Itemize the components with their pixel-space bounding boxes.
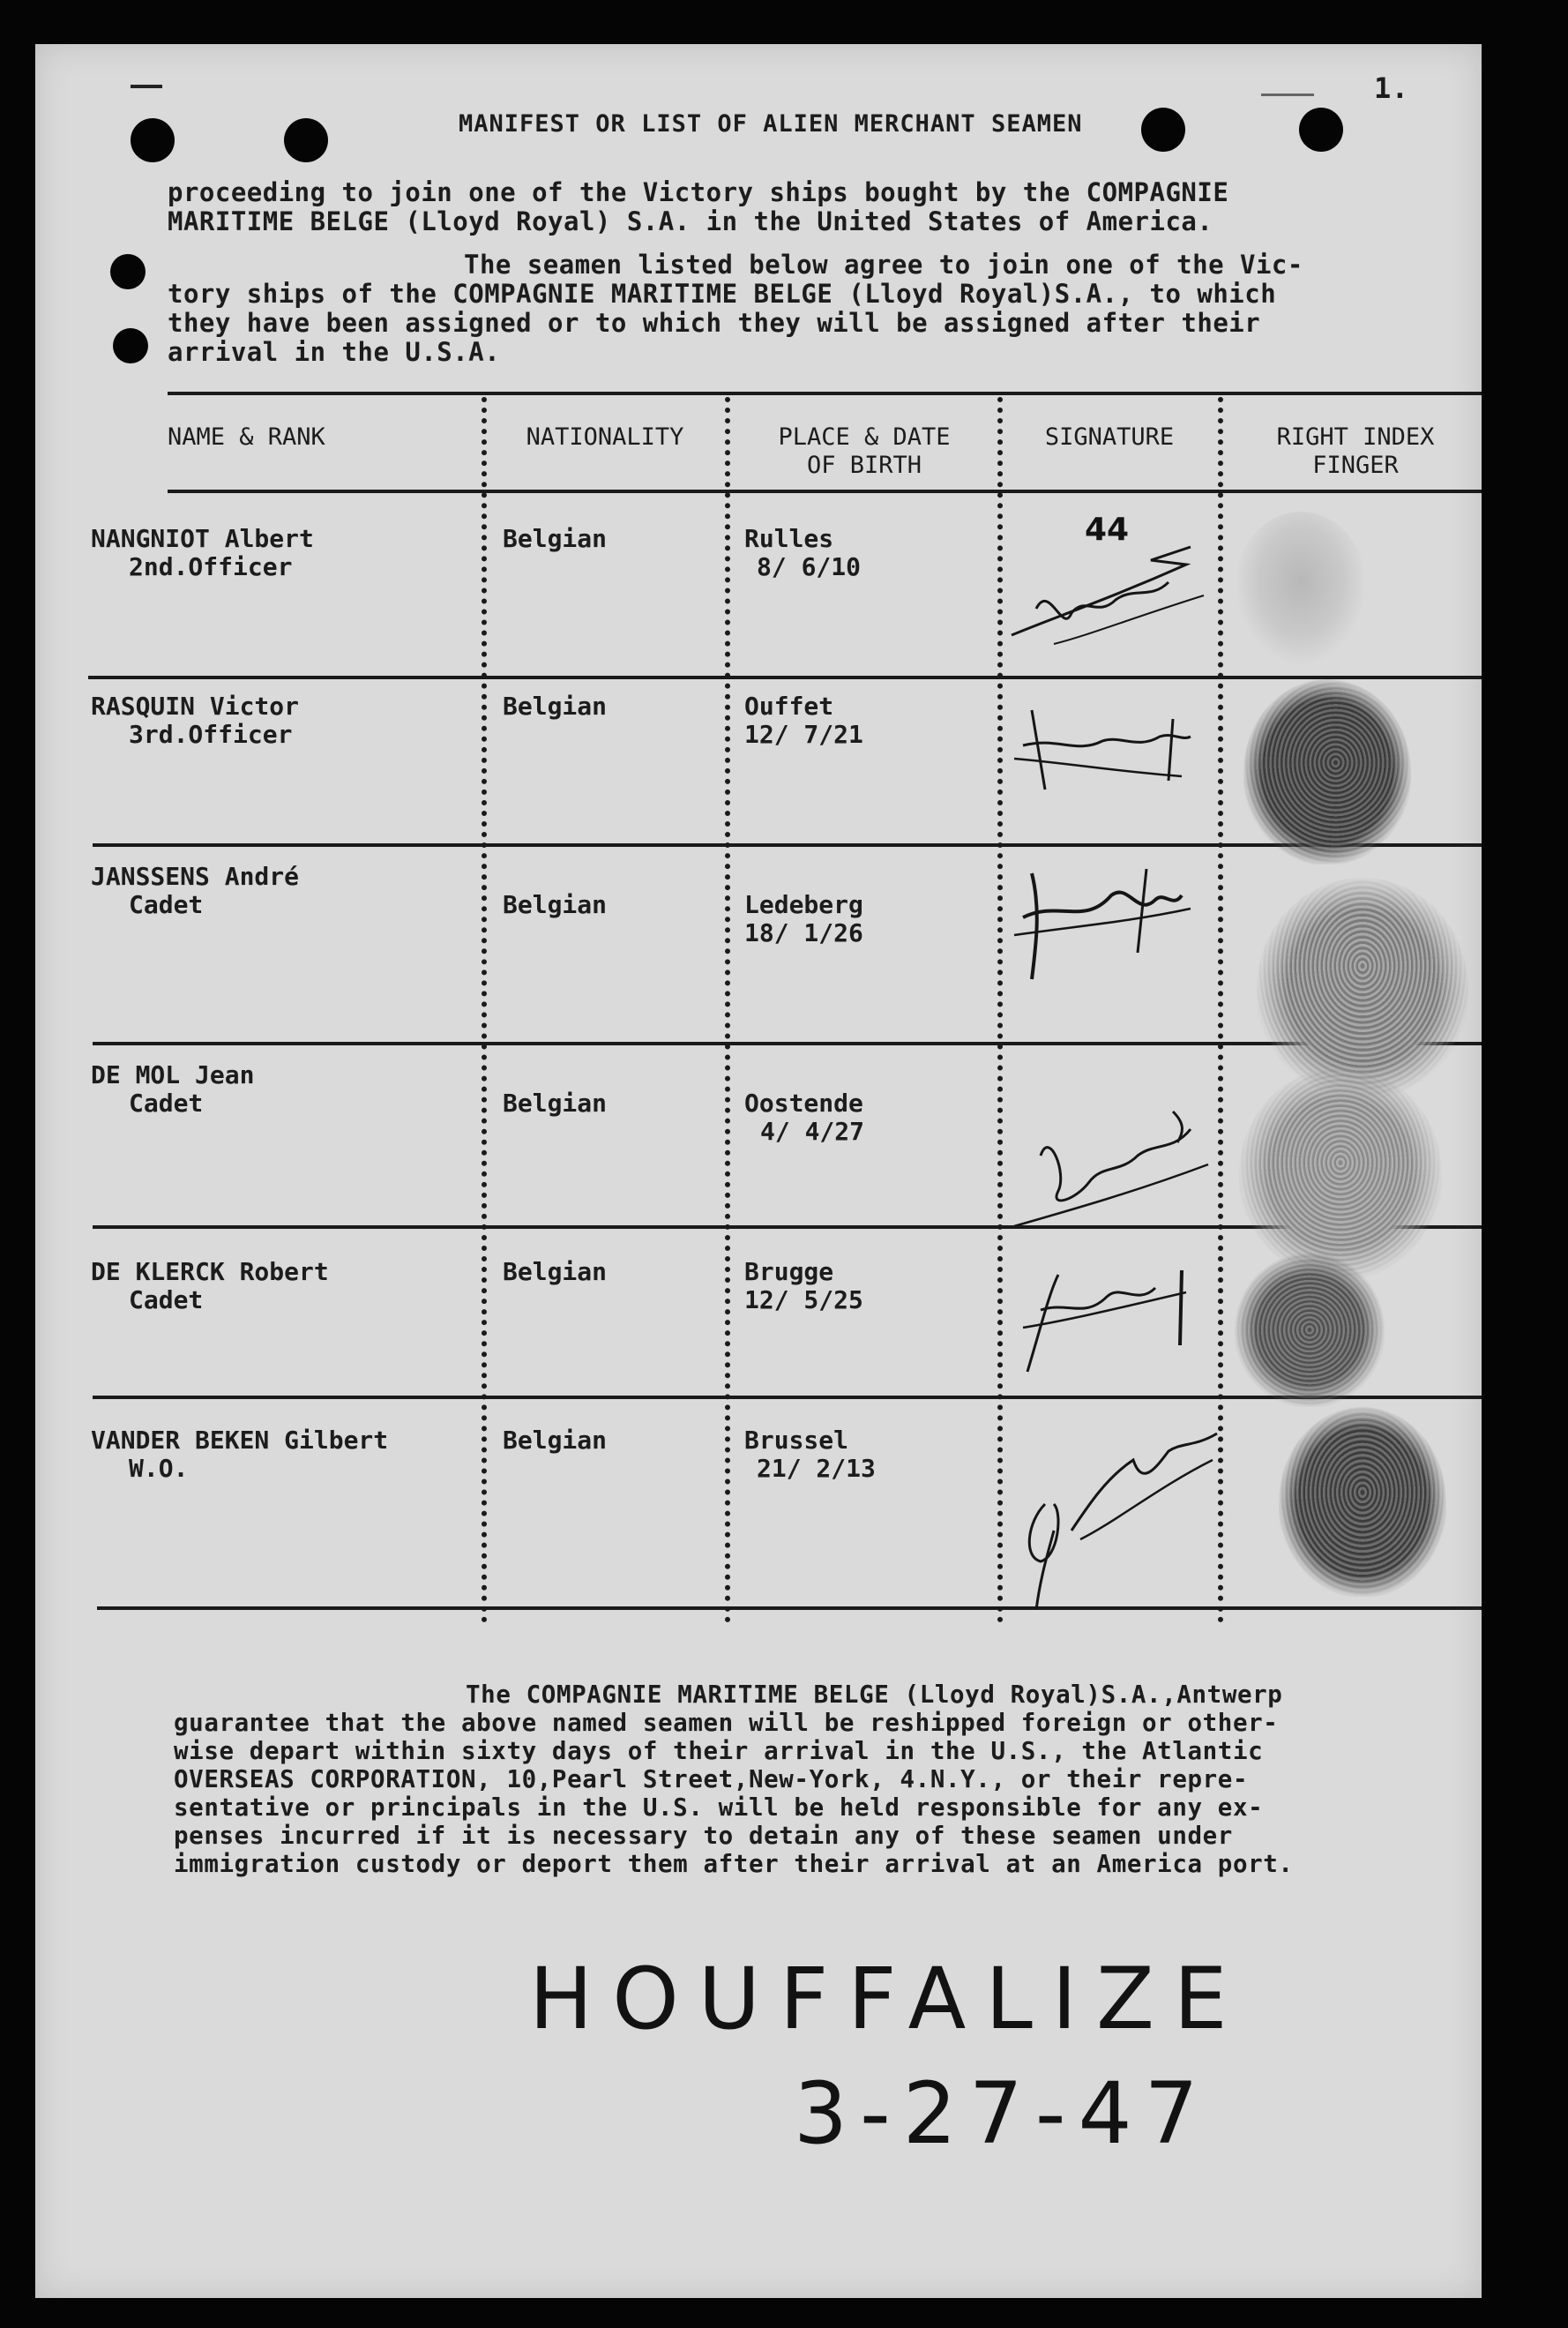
seaman-rank: 2nd.Officer: [129, 552, 293, 581]
nationality: Belgian: [503, 890, 608, 919]
header-finger: FINGER: [1312, 452, 1399, 479]
header-place-date: PLACE & DATE: [778, 423, 951, 451]
punch-hole: [284, 118, 328, 162]
signature-scribble: [1001, 512, 1213, 670]
intro-line: proceeding to join one of the Victory ships bought by the COMPAGNIE: [168, 177, 1229, 207]
birth-date: 4/ 4/27: [760, 1117, 865, 1146]
signature-scribble: [1001, 1407, 1230, 1610]
guarantee-line: sentative or principals in the U.S. will be held responsible for any ex-: [174, 1793, 1264, 1822]
seaman-rank: Cadet: [129, 1089, 204, 1118]
header-signature: SIGNATURE: [1044, 423, 1175, 451]
seaman-name: RASQUIN Victor: [91, 692, 300, 721]
corner-mark: [1261, 94, 1314, 96]
birth-date: 21/ 2/13: [757, 1454, 876, 1483]
fingerprint: [1235, 512, 1367, 666]
corner-mark: [131, 85, 162, 88]
birth-place: Brugge: [744, 1257, 834, 1286]
manifest-sheet: [35, 44, 1482, 2298]
page-number: 1.: [1374, 71, 1409, 105]
fingerprint: [1279, 1407, 1446, 1597]
seaman-name: DE KLERCK Robert: [91, 1257, 329, 1286]
punch-hole: [113, 328, 148, 363]
seaman-name: DE MOL Jean: [91, 1060, 255, 1089]
agreement-line: they have been assigned or to which they will be assigned after their: [168, 308, 1261, 338]
birth-place: Rulles: [744, 524, 834, 553]
row-divider: [97, 1606, 1482, 1610]
guarantee-line: OVERSEAS CORPORATION, 10,Pearl Street,New-York, 4.N.Y., or their repre-: [174, 1765, 1249, 1793]
agreement-line: arrival in the U.S.A.: [168, 337, 501, 367]
fingerprint: [1243, 679, 1411, 865]
seaman-rank: Cadet: [129, 1285, 204, 1314]
agreement-line: tory ships of the COMPAGNIE MARITIME BELGE (Lloyd Royal)S.A., to which: [168, 279, 1277, 309]
seaman-rank: W.O.: [129, 1454, 189, 1483]
handwritten-mark: 44: [1085, 512, 1130, 548]
signature-scribble: [1005, 856, 1199, 988]
agreement-line: The seamen listed below agree to join one of the Vic-: [464, 250, 1303, 280]
seaman-name: NANGNIOT Albert: [91, 524, 314, 553]
guarantee-line: guarantee that the above named seamen will be reshipped foreign or other-: [174, 1709, 1279, 1737]
handwritten-date: 3-27-47: [794, 2064, 1211, 2163]
birth-place: Ouffet: [744, 692, 834, 721]
punch-hole: [1141, 108, 1185, 152]
intro-line: MARITIME BELGE (Lloyd Royal) S.A. in the United States of America.: [168, 206, 1213, 236]
fingerprint: [1257, 878, 1468, 1098]
punch-hole: [1299, 108, 1343, 152]
signature-scribble: [1005, 692, 1199, 807]
fingerprint: [1239, 1067, 1442, 1279]
guarantee-line: wise depart within sixty days of their arrival in the U.S., the Atlantic: [174, 1737, 1264, 1765]
table-rule: [168, 490, 1482, 493]
column-separator: [725, 397, 730, 1623]
nationality: Belgian: [503, 1089, 608, 1118]
guarantee-line: immigration custody or deport them after their arrival at an America port.: [174, 1850, 1294, 1878]
column-separator: [482, 397, 487, 1623]
seaman-name: JANSSENS André: [91, 862, 300, 891]
guarantee-line: The COMPAGNIE MARITIME BELGE (Lloyd Royal)S.A.,Antwerp: [466, 1681, 1283, 1709]
seaman-rank: 3rd.Officer: [129, 720, 293, 749]
row-divider: [88, 676, 1482, 679]
table-rule: [168, 392, 1482, 395]
nationality: Belgian: [503, 1257, 608, 1286]
nationality: Belgian: [503, 524, 608, 553]
header-place-date: OF BIRTH: [806, 452, 922, 479]
document-title: MANIFEST OR LIST OF ALIEN MERCHANT SEAMEN: [459, 110, 1083, 138]
birth-place: Brussel: [744, 1426, 849, 1455]
nationality: Belgian: [503, 1426, 608, 1455]
birth-date: 18/ 1/26: [744, 918, 863, 947]
handwritten-ship-name: HOUFFALIZE: [529, 1950, 1247, 2048]
header-nationality: NATIONALITY: [526, 423, 684, 451]
seaman-name: VANDER BEKEN Gilbert: [91, 1426, 389, 1455]
birth-date: 12/ 5/25: [744, 1285, 863, 1314]
fingerprint: [1235, 1253, 1385, 1407]
header-finger: RIGHT INDEX: [1276, 423, 1435, 451]
seaman-rank: Cadet: [129, 890, 204, 919]
signature-scribble: [1005, 1059, 1217, 1226]
header-name-rank: NAME & RANK: [168, 423, 325, 451]
guarantee-line: penses incurred if it is necessary to detain any of these seamen under: [174, 1822, 1233, 1850]
signature-scribble: [1005, 1239, 1199, 1389]
birth-date: 8/ 6/10: [757, 552, 862, 581]
birth-place: Ledeberg: [744, 890, 863, 919]
punch-hole: [110, 254, 146, 289]
punch-hole: [131, 118, 175, 162]
birth-date: 12/ 7/21: [744, 720, 863, 749]
nationality: Belgian: [503, 692, 608, 721]
birth-place: Oostende: [744, 1089, 863, 1118]
